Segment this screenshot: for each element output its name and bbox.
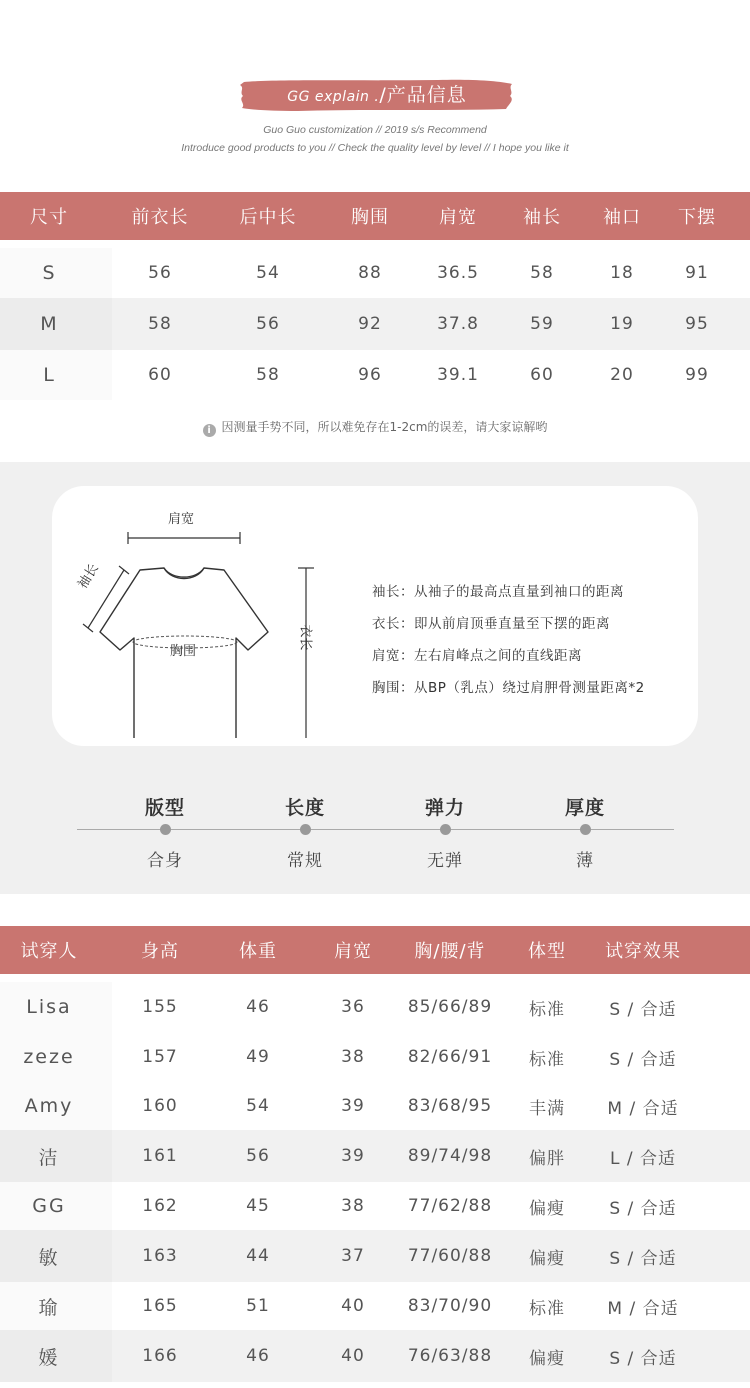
table-row bbox=[0, 298, 750, 350]
model-name: 瑜 bbox=[38, 1296, 60, 1319]
table-row bbox=[0, 1282, 750, 1330]
size-label: L bbox=[43, 364, 55, 386]
table-cell: 54 bbox=[256, 263, 280, 283]
table-cell: 40 bbox=[341, 1296, 365, 1316]
table-cell: S / 合适 bbox=[609, 999, 677, 1020]
table-cell: 163 bbox=[142, 1246, 178, 1266]
table-cell: S / 合适 bbox=[609, 1049, 677, 1070]
table-cell: 标准 bbox=[529, 999, 565, 1020]
table-cell: 偏瘦 bbox=[529, 1248, 565, 1269]
model-name: Amy bbox=[24, 1095, 74, 1117]
table-cell: 166 bbox=[142, 1346, 178, 1366]
table-cell: 偏瘦 bbox=[529, 1348, 565, 1369]
table-cell: 38 bbox=[341, 1196, 365, 1216]
table-cell: 36 bbox=[341, 997, 365, 1017]
table-cell: 157 bbox=[142, 1047, 178, 1067]
table-cell: 58 bbox=[256, 365, 280, 385]
size-header-cell: 后中长 bbox=[239, 207, 297, 228]
model-name: 洁 bbox=[38, 1146, 60, 1169]
model-header-cell: 胸/腰/背 bbox=[414, 941, 486, 962]
tshirt-diagram bbox=[72, 498, 352, 738]
model-header-cell: 试穿人 bbox=[20, 941, 78, 962]
table-row bbox=[0, 1130, 750, 1182]
length-label: 衣长 bbox=[297, 624, 313, 651]
model-header-cell: 肩宽 bbox=[334, 941, 372, 962]
table-cell: M / 合适 bbox=[607, 1098, 679, 1119]
table-cell: 96 bbox=[358, 365, 382, 385]
table-row bbox=[0, 1032, 750, 1082]
table-cell: 162 bbox=[142, 1196, 178, 1216]
size-header-cell: 袖长 bbox=[523, 207, 561, 228]
table-cell: 丰满 bbox=[529, 1098, 565, 1119]
table-cell: 39.1 bbox=[437, 365, 479, 385]
table-cell: 37 bbox=[341, 1246, 365, 1266]
attribute-title: 长度 bbox=[284, 797, 325, 819]
section-title-en: GG explain . bbox=[287, 89, 380, 105]
table-cell: 99 bbox=[685, 365, 709, 385]
table-cell: 160 bbox=[142, 1096, 178, 1116]
table-cell: 165 bbox=[142, 1296, 178, 1316]
section-title-cn: /产品信息 bbox=[379, 84, 467, 106]
size-table-header bbox=[0, 192, 750, 240]
table-cell: 59 bbox=[530, 314, 554, 334]
model-header-cell: 身高 bbox=[141, 941, 179, 962]
table-row bbox=[0, 1082, 750, 1130]
attribute-title: 弹力 bbox=[424, 797, 465, 819]
measurement-note bbox=[0, 418, 750, 437]
table-cell: 60 bbox=[148, 365, 172, 385]
table-cell: 49 bbox=[246, 1047, 270, 1067]
subtitle-line-1: Guo Guo customization // 2019 s/s Recommend bbox=[263, 124, 487, 136]
table-cell: M / 合适 bbox=[607, 1298, 679, 1319]
table-cell: 54 bbox=[246, 1096, 270, 1116]
table-row bbox=[0, 248, 750, 298]
table-cell: 91 bbox=[685, 263, 709, 283]
model-header-cell: 体重 bbox=[239, 941, 277, 962]
table-cell: 92 bbox=[358, 314, 382, 334]
model-name: 敏 bbox=[38, 1246, 60, 1269]
table-cell: 46 bbox=[246, 1346, 270, 1366]
table-cell: 18 bbox=[610, 263, 634, 283]
size-header-cell: 胸围 bbox=[351, 207, 389, 228]
table-cell: 155 bbox=[142, 997, 178, 1017]
attribute-value: 常规 bbox=[287, 851, 323, 871]
table-row bbox=[0, 1230, 750, 1282]
measurement-note-text: 因测量手势不同，所以难免存在1-2cm的误差，请大家谅解哟 bbox=[221, 420, 548, 434]
table-cell: 20 bbox=[610, 365, 634, 385]
header bbox=[0, 0, 750, 190]
definition-length: 衣长：即从前肩顶垂直量至下摆的距离 bbox=[372, 616, 610, 632]
table-cell: 偏瘦 bbox=[529, 1198, 565, 1219]
measurement-definitions bbox=[372, 576, 645, 704]
attribute-dot bbox=[580, 824, 591, 835]
table-cell: 19 bbox=[610, 314, 634, 334]
size-header-cell: 尺寸 bbox=[30, 207, 68, 228]
table-cell: 38 bbox=[341, 1047, 365, 1067]
table-cell: S / 合适 bbox=[609, 1348, 677, 1369]
definition-chest: 胸围：从BP（乳点）绕过肩胛骨测量距离*2 bbox=[372, 680, 645, 696]
attribute-value: 薄 bbox=[576, 851, 594, 871]
table-cell: 45 bbox=[246, 1196, 270, 1216]
table-cell: 60 bbox=[530, 365, 554, 385]
table-row bbox=[0, 1182, 750, 1230]
table-cell: 37.8 bbox=[437, 314, 479, 334]
table-cell: 46 bbox=[246, 997, 270, 1017]
table-cell: 偏胖 bbox=[529, 1148, 565, 1169]
size-label: M bbox=[40, 313, 58, 335]
table-cell: 56 bbox=[246, 1146, 270, 1166]
table-cell: 40 bbox=[341, 1346, 365, 1366]
subtitle-line-2: Introduce good products to you // Check the quality level by level // I hope you like it bbox=[181, 142, 569, 154]
table-cell: 161 bbox=[142, 1146, 178, 1166]
table-cell: 89/74/98 bbox=[407, 1146, 493, 1166]
table-cell: 56 bbox=[148, 263, 172, 283]
table-row bbox=[0, 1330, 750, 1382]
table-cell: 76/63/88 bbox=[407, 1346, 493, 1366]
info-icon: i bbox=[203, 424, 216, 437]
table-cell: 77/60/88 bbox=[407, 1246, 493, 1266]
definition-shoulder: 肩宽：左右肩峰点之间的直线距离 bbox=[372, 648, 582, 664]
table-cell: 85/66/89 bbox=[407, 997, 493, 1017]
model-table-header bbox=[0, 926, 750, 974]
table-cell: 95 bbox=[685, 314, 709, 334]
table-row bbox=[0, 350, 750, 400]
table-cell: 36.5 bbox=[437, 263, 479, 283]
chest-label: 胸围 bbox=[170, 644, 197, 659]
attribute-value: 无弹 bbox=[427, 851, 463, 871]
attribute-title: 厚度 bbox=[564, 797, 605, 819]
table-cell: L / 合适 bbox=[609, 1148, 676, 1169]
measurement-guide-card bbox=[52, 486, 698, 746]
table-cell: 58 bbox=[530, 263, 554, 283]
size-header-cell: 下摆 bbox=[678, 207, 716, 228]
model-name: zeze bbox=[23, 1046, 75, 1068]
table-cell: 39 bbox=[341, 1096, 365, 1116]
attribute-dot bbox=[160, 824, 171, 835]
attribute-title: 版型 bbox=[144, 797, 185, 819]
table-cell: S / 合适 bbox=[609, 1198, 677, 1219]
table-cell: 77/62/88 bbox=[407, 1196, 493, 1216]
table-cell: S / 合适 bbox=[609, 1248, 677, 1269]
table-cell: 标准 bbox=[529, 1298, 565, 1319]
shoulder-label: 肩宽 bbox=[168, 512, 195, 527]
table-cell: 58 bbox=[148, 314, 172, 334]
size-label: S bbox=[42, 262, 56, 284]
model-name: 媛 bbox=[38, 1346, 60, 1369]
table-cell: 39 bbox=[341, 1146, 365, 1166]
model-name: GG bbox=[32, 1195, 66, 1217]
size-header-cell: 袖口 bbox=[603, 207, 641, 228]
attribute-dot bbox=[300, 824, 311, 835]
measurement-guide-section bbox=[0, 462, 750, 894]
model-header-cell: 体型 bbox=[528, 941, 566, 962]
table-cell: 83/68/95 bbox=[407, 1096, 493, 1116]
table-cell: 44 bbox=[246, 1246, 270, 1266]
size-header-cell: 前衣长 bbox=[131, 207, 189, 228]
table-cell: 83/70/90 bbox=[407, 1296, 493, 1316]
table-cell: 标准 bbox=[529, 1049, 565, 1070]
table-cell: 51 bbox=[246, 1296, 270, 1316]
table-cell: 56 bbox=[256, 314, 280, 334]
table-row bbox=[0, 982, 750, 1032]
attribute-dot bbox=[440, 824, 451, 835]
table-cell: 82/66/91 bbox=[407, 1047, 493, 1067]
table-cell: 88 bbox=[358, 263, 382, 283]
definition-sleeve: 袖长：从袖子的最高点直量到袖口的距离 bbox=[372, 584, 624, 600]
model-name: Lisa bbox=[26, 996, 72, 1018]
model-header-cell: 试穿效果 bbox=[605, 941, 681, 962]
sleeve-label: 袖长 bbox=[75, 561, 102, 592]
attribute-value: 合身 bbox=[147, 851, 183, 871]
section-title bbox=[238, 78, 516, 112]
size-header-cell: 肩宽 bbox=[439, 207, 477, 228]
